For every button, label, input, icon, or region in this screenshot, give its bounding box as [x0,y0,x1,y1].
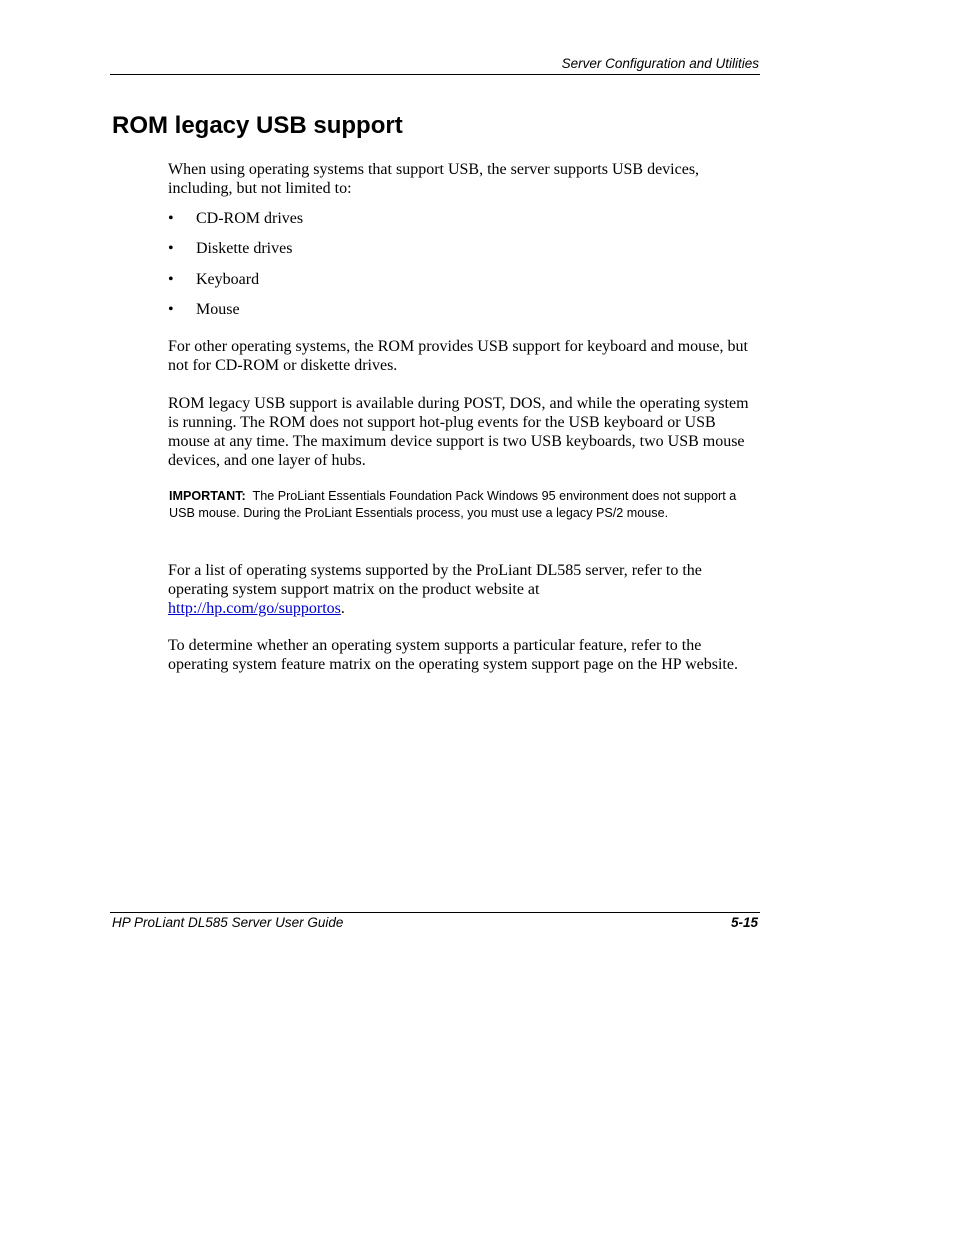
list-item-label: Mouse [196,301,240,318]
feature-paragraph: To determine whether an operating system supports a particular feature, refer to the operating system feature matrix on the operating system support page on the HP website. [168,637,738,673]
note-label: IMPORTANT: [169,489,246,503]
list-item-label: Diskette drives [196,240,293,257]
page-number: 5-15 [730,915,758,930]
bullet-glyph: • [168,301,174,318]
bullet-glyph: • [168,271,174,288]
note-text: The ProLiant Essentials Foundation Pack Windows 95 environment does not support a USB mouse. During the ProLiant Essentials process, you must use a legacy PS/2 mouse. [169,489,737,520]
other-os-paragraph: For other operating systems, the ROM provides USB support for keyboard and mouse, but not for CD-ROM or diskette drives. [168,338,748,374]
important-note [169,488,757,522]
supportos-link[interactable]: http://hp.com/go/supportos [168,600,341,617]
list-item-label: Keyboard [196,271,260,288]
running-head: Server Configuration and Utilities [561,56,759,71]
bullet-glyph: • [168,210,174,227]
list-item-label: CD-ROM drives [196,210,304,227]
intro-paragraph: When using operating systems that support USB, the server supports USB devices, including, but not limited to: [168,161,700,197]
os-list-trailing: . [340,600,345,617]
page-title: ROM legacy USB support [112,112,403,139]
header-rule [110,74,760,75]
bullet-glyph: • [168,240,174,257]
footer-guide-title: HP ProLiant DL585 Server User Guide [112,915,344,930]
os-list-text: For a list of operating systems supported by the ProLiant DL585 server, refer to the operating system support matrix on the product website at [168,562,702,598]
footer-rule [110,912,760,913]
os-list-paragraph [168,561,760,618]
availability-paragraph: ROM legacy USB support is available during POST, DOS, and while the operating system is running. The ROM does not support hot-plug events for the USB keyboard or USB mouse at any time. The maximum device support is two USB keyboards, two USB mouse devices, and one layer of hubs. [168,395,749,469]
